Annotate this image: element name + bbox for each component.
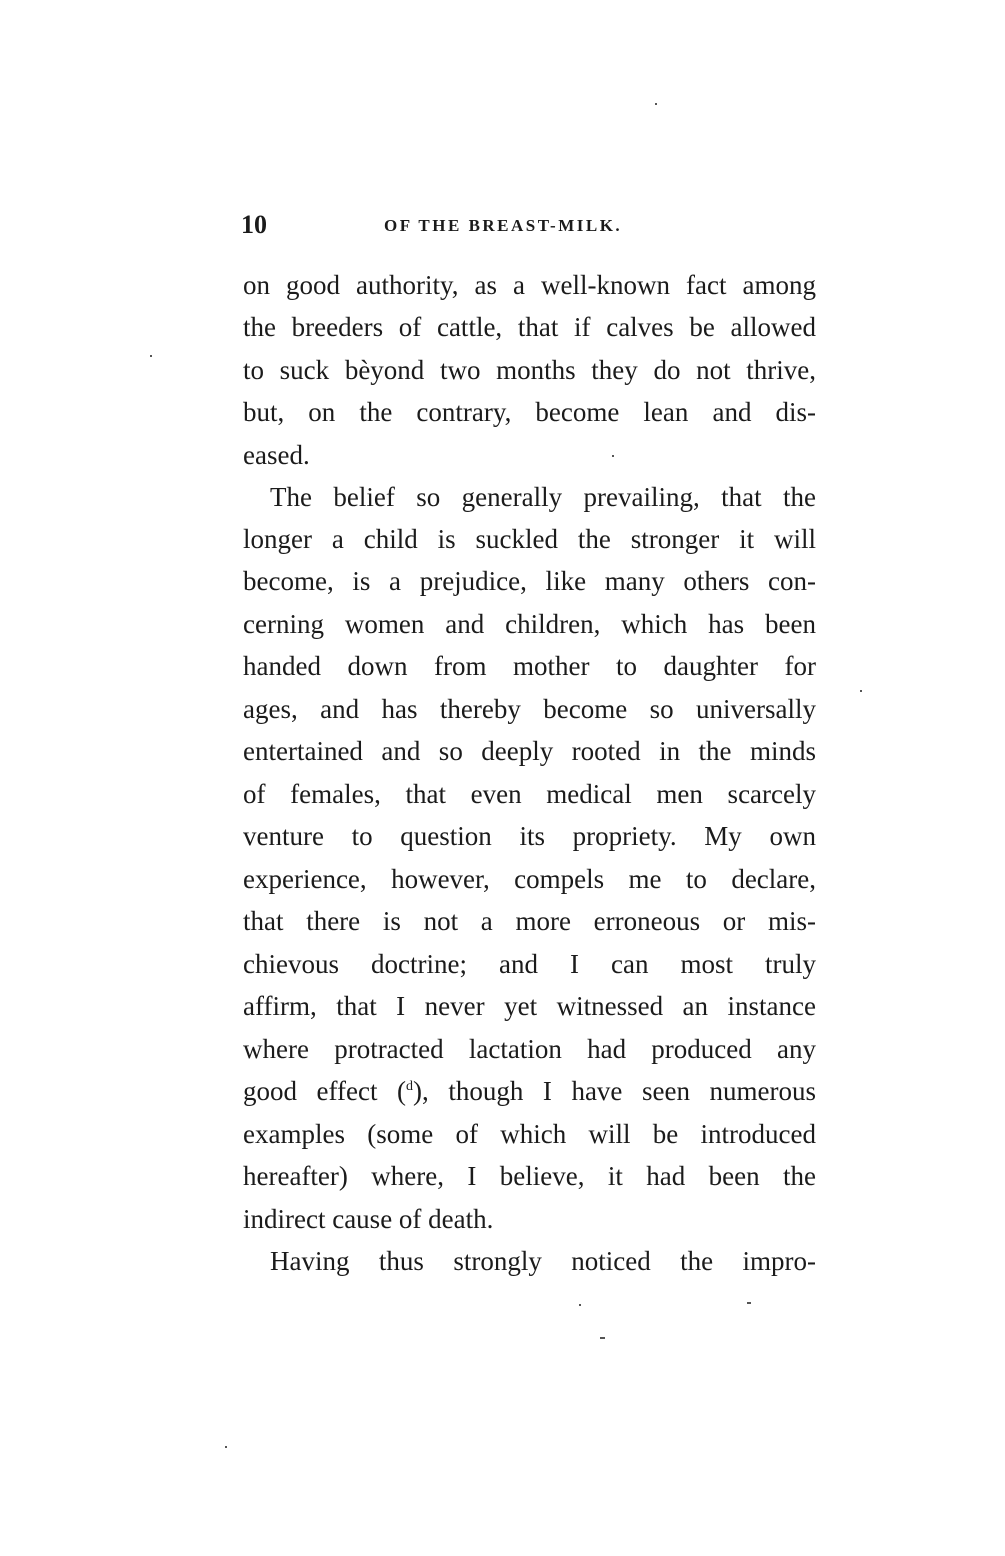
footnote-marker[interactable]: d <box>406 1079 414 1094</box>
text-line: indirect cause of death. <box>243 1204 494 1234</box>
text-line: become, is a prejudice, like many others con- <box>243 566 816 596</box>
text-line: handed down from mother to daughter for <box>243 651 816 681</box>
text-line: venture to question its propriety. My own <box>243 821 816 851</box>
text-line: affirm, that I never yet witnessed an instance <box>243 991 816 1021</box>
text-line: on good authority, as a well-known fact among <box>243 270 816 300</box>
text-line: the breeders of cattle, that if calves be allowed <box>243 312 816 342</box>
scan-speck <box>600 1337 605 1339</box>
text-line: longer a child is suckled the stronger it will <box>243 524 816 554</box>
scan-speck <box>860 690 862 692</box>
text-line: chievous doctrine; and I can most truly <box>243 949 816 979</box>
text-line: that there is not a more erroneous or mis- <box>243 906 816 936</box>
text-line-with-footnote <box>243 1073 816 1109</box>
page-number: 10 <box>241 210 267 239</box>
text-line: examples (some of which will be introduced <box>243 1119 816 1149</box>
text-line: entertained and so deeply rooted in the minds <box>243 736 816 766</box>
scan-speck <box>655 103 657 105</box>
scan-speck <box>579 1304 581 1306</box>
scan-speck <box>225 1446 227 1448</box>
scan-speck <box>612 455 614 457</box>
text-line: cerning women and children, which has been <box>243 609 816 639</box>
text-line: experience, however, compels me to declare, <box>243 864 816 894</box>
text-line: Having thus strongly noticed the impro- <box>270 1246 816 1276</box>
text-line: of females, that even medical men scarcely <box>243 779 816 809</box>
scan-speck <box>747 1302 751 1304</box>
text-fragment: ), though I have seen numerous <box>413 1076 816 1106</box>
text-line: hereafter) where, I believe, it had been the <box>243 1161 816 1191</box>
text-line: ages, and has thereby become so universally <box>243 694 816 724</box>
text-fragment: good effect ( <box>243 1076 407 1106</box>
page-header <box>241 210 816 250</box>
running-title: OF THE BREAST-MILK. <box>384 216 623 235</box>
text-line: The belief so generally prevailing, that the <box>270 482 816 512</box>
scan-speck <box>150 355 152 357</box>
text-line: to suck bèyond two months they do not thrive, <box>243 355 816 385</box>
text-line: but, on the contrary, become lean and dis- <box>243 397 816 427</box>
text-line: eased. <box>243 440 310 470</box>
text-line: where protracted lactation had produced any <box>243 1034 816 1064</box>
